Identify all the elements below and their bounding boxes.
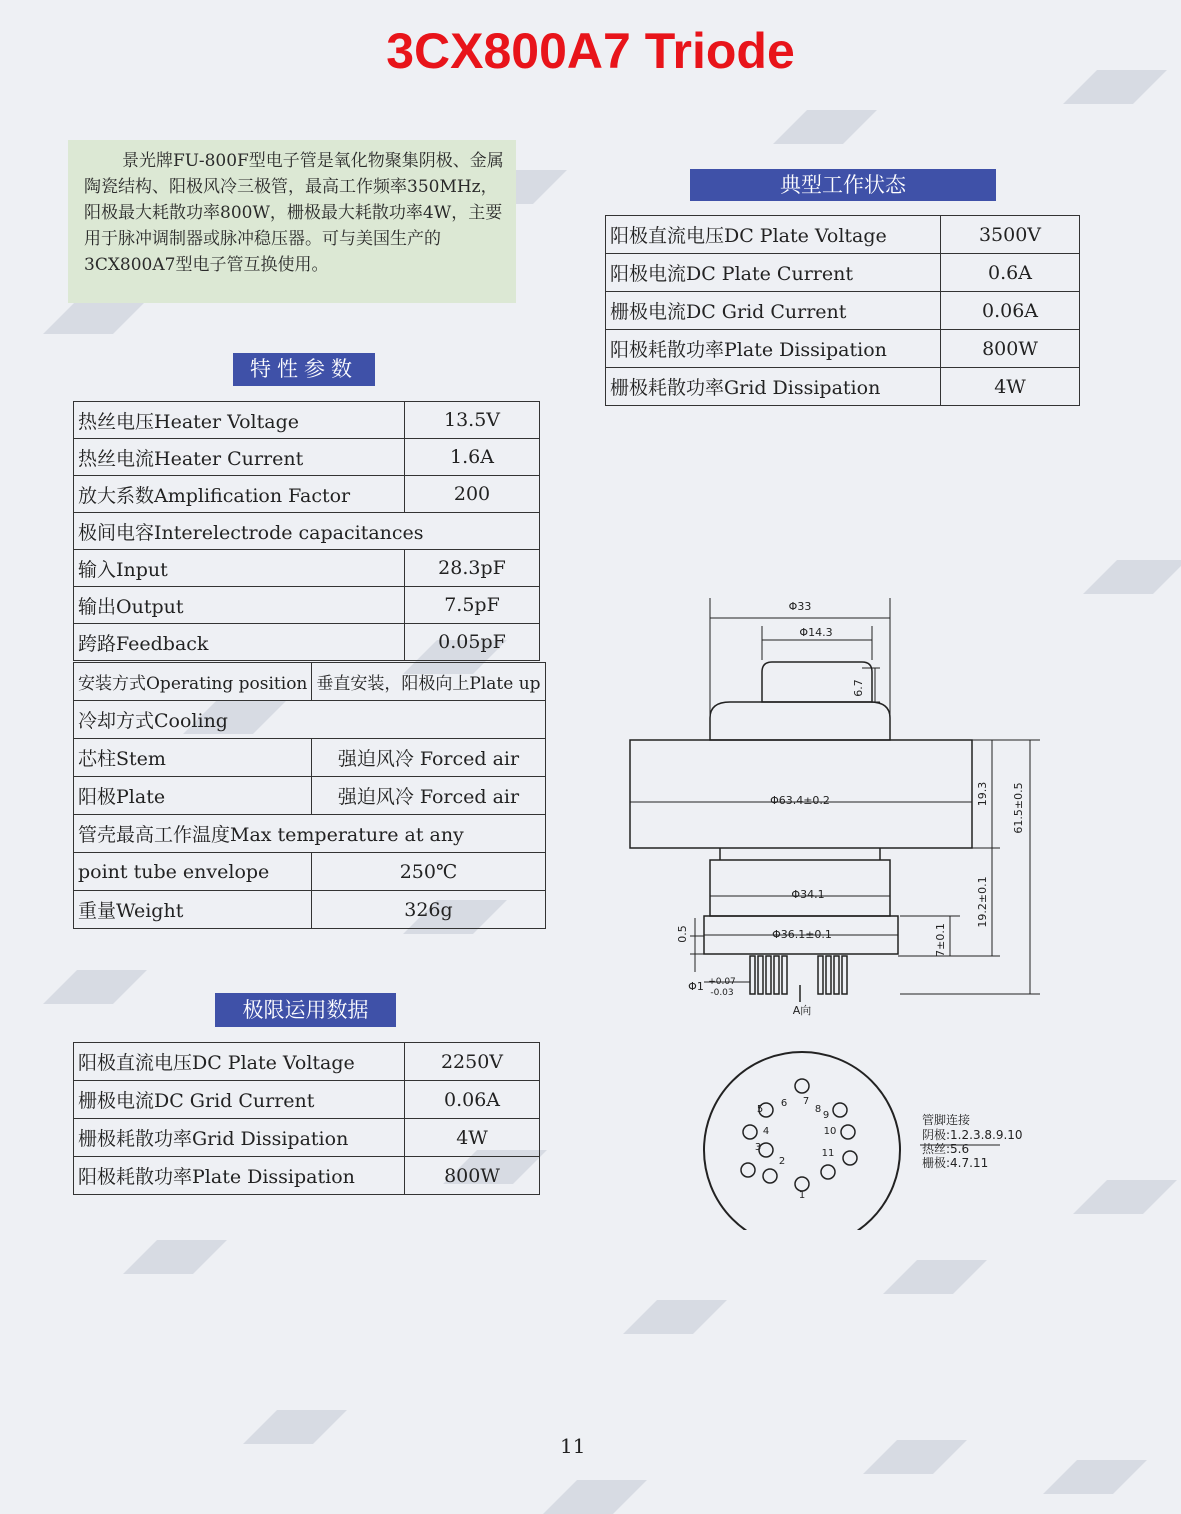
output-value: 7.5pF bbox=[405, 587, 540, 624]
typical-grid-current-label: 栅极电流DC Grid Current bbox=[606, 292, 941, 330]
heater-voltage-label: 热丝电压Heater Voltage bbox=[74, 402, 405, 439]
limit-plate-dissipation-value: 800W bbox=[405, 1157, 540, 1195]
pin-legend-heater: 热丝:5.6 bbox=[922, 1142, 970, 1156]
pin-number: 4 bbox=[762, 1126, 770, 1137]
dim-d33: Φ33 bbox=[788, 600, 812, 613]
table-row bbox=[74, 439, 540, 476]
limit-plate-voltage-value: 2250V bbox=[405, 1043, 540, 1081]
view-label: A向 bbox=[792, 1004, 812, 1017]
dim-h193: 19.3 bbox=[976, 781, 989, 807]
input-label: 输入Input bbox=[74, 550, 405, 587]
tube-shoulder bbox=[710, 702, 890, 740]
tube-pins bbox=[750, 956, 847, 994]
characteristics-table bbox=[73, 401, 540, 661]
pin-number: 2 bbox=[778, 1156, 786, 1167]
operating-position-label: 安装方式Operating position bbox=[74, 663, 312, 701]
pin-number: 9 bbox=[822, 1110, 830, 1121]
page-title: 3CX800A7 Triode bbox=[386, 23, 795, 79]
table-row bbox=[606, 292, 1080, 330]
typical-plate-current-label: 阳极电流DC Plate Current bbox=[606, 254, 941, 292]
tube-dimension-drawing bbox=[600, 590, 1080, 1230]
dim-h7: 7±0.1 bbox=[934, 923, 947, 957]
typical-heading: 典型工作状态 bbox=[690, 169, 996, 201]
table-row bbox=[606, 216, 1080, 254]
weight-value: 326g bbox=[312, 891, 545, 929]
pin-layout bbox=[741, 1079, 857, 1191]
typical-plate-voltage-label: 阳极直流电压DC Plate Voltage bbox=[606, 216, 941, 254]
operating-position-value: 垂直安装，阳极向上Plate up bbox=[312, 663, 545, 701]
limit-plate-dissipation-label: 阳极耗散功率Plate Dissipation bbox=[74, 1157, 405, 1195]
heater-voltage-value: 13.5V bbox=[405, 402, 540, 439]
pin-legend-title: 管脚连接 bbox=[922, 1113, 971, 1127]
typical-grid-current-value: 0.06A bbox=[941, 292, 1080, 330]
typical-grid-dissipation-label: 栅极耗散功率Grid Dissipation bbox=[606, 368, 941, 406]
table-row bbox=[74, 815, 546, 853]
table-row bbox=[74, 777, 546, 815]
table-row bbox=[74, 476, 540, 513]
page-number: 11 bbox=[560, 1434, 586, 1458]
typical-grid-dissipation-value: 4W bbox=[941, 368, 1080, 406]
amplification-label: 放大系数Amplification Factor bbox=[74, 476, 405, 513]
pin-number: 1 bbox=[798, 1190, 806, 1201]
table-row bbox=[74, 1157, 540, 1195]
dim-d341: Φ34.1 bbox=[791, 888, 825, 901]
table-row bbox=[74, 891, 546, 929]
table-row bbox=[74, 701, 546, 739]
dim-d634: Φ63.4±0.2 bbox=[770, 794, 830, 807]
feedback-value: 0.05pF bbox=[405, 624, 540, 661]
table-row bbox=[606, 254, 1080, 292]
plate-label: 阳极Plate bbox=[74, 777, 312, 815]
heater-current-value: 1.6A bbox=[405, 439, 540, 476]
dim-h05: 0.5 bbox=[676, 925, 689, 943]
table-row bbox=[74, 663, 546, 701]
input-value: 28.3pF bbox=[405, 550, 540, 587]
table-row bbox=[74, 587, 540, 624]
characteristics-table-lower bbox=[73, 662, 546, 929]
capacitances-label: 极间电容Interelectrode capacitances bbox=[74, 513, 540, 550]
pin-number: 11 bbox=[821, 1148, 835, 1159]
dim-d14: Φ14.3 bbox=[799, 626, 833, 639]
dim-pin-tol-plus: +0.07 bbox=[708, 977, 736, 987]
dim-pin-dia: Φ1 bbox=[688, 980, 704, 993]
heater-current-label: 热丝电流Heater Current bbox=[74, 439, 405, 476]
dim-h615: 61.5±0.5 bbox=[1012, 782, 1025, 834]
pin-number: 7 bbox=[802, 1096, 810, 1107]
pin-number: 10 bbox=[823, 1126, 837, 1137]
table-row bbox=[74, 550, 540, 587]
characteristics-heading: 特性参数 bbox=[233, 353, 375, 386]
envelope-label: point tube envelope bbox=[74, 853, 312, 891]
stem-label: 芯柱Stem bbox=[74, 739, 312, 777]
typical-plate-current-value: 0.6A bbox=[941, 254, 1080, 292]
limit-grid-dissipation-value: 4W bbox=[405, 1119, 540, 1157]
table-row bbox=[606, 368, 1080, 406]
stem-value: 强迫风冷 Forced air bbox=[312, 739, 545, 777]
plate-value: 强迫风冷 Forced air bbox=[312, 777, 545, 815]
weight-label: 重量Weight bbox=[74, 891, 312, 929]
limit-grid-current-value: 0.06A bbox=[405, 1081, 540, 1119]
dim-pin-tol-minus: -0.03 bbox=[710, 988, 734, 998]
pin-legend-cathode: 阴极:1.2.3.8.9.10 bbox=[922, 1128, 1023, 1142]
limit-grid-current-label: 栅极电流DC Grid Current bbox=[74, 1081, 405, 1119]
table-row bbox=[74, 624, 540, 661]
table-row bbox=[74, 513, 540, 550]
typical-table bbox=[605, 215, 1080, 406]
table-row bbox=[74, 1119, 540, 1157]
intro-text: 景光牌FU-800F型电子管是氧化物聚集阴极、金属陶瓷结构、阳极风冷三极管，最高工作频率350MHz，阳极最大耗散功率800W，栅极最大耗散功率4W，主要用于脉冲调制器或脉冲稳压器。可与美国生产的3CX800A7型电子管互换使用。 bbox=[84, 151, 504, 275]
amplification-value: 200 bbox=[405, 476, 540, 513]
typical-plate-voltage-value: 3500V bbox=[941, 216, 1080, 254]
max-temperature-label: 管壳最高工作温度Max temperature at any bbox=[74, 815, 546, 853]
pin-number: 6 bbox=[780, 1098, 788, 1109]
pin-number: 5 bbox=[756, 1104, 764, 1115]
dim-h67: 6.7 bbox=[852, 679, 865, 697]
typical-plate-dissipation-value: 800W bbox=[941, 330, 1080, 368]
table-row bbox=[74, 402, 540, 439]
table-row bbox=[74, 853, 546, 891]
intro-box bbox=[68, 140, 516, 303]
pin-number: 3 bbox=[754, 1142, 762, 1153]
dim-d361: Φ36.1±0.1 bbox=[772, 928, 832, 941]
cooling-label: 冷却方式Cooling bbox=[74, 701, 546, 739]
feedback-label: 跨路Feedback bbox=[74, 624, 405, 661]
pin-number: 8 bbox=[814, 1104, 822, 1115]
table-row bbox=[74, 739, 546, 777]
dim-h192: 19.2±0.1 bbox=[976, 876, 989, 928]
limit-plate-voltage-label: 阳极直流电压DC Plate Voltage bbox=[74, 1043, 405, 1081]
table-row bbox=[606, 330, 1080, 368]
limit-grid-dissipation-label: 栅极耗散功率Grid Dissipation bbox=[74, 1119, 405, 1157]
output-label: 输出Output bbox=[74, 587, 405, 624]
limits-heading: 极限运用数据 bbox=[215, 993, 396, 1027]
limits-table bbox=[73, 1042, 540, 1195]
typical-plate-dissipation-label: 阳极耗散功率Plate Dissipation bbox=[606, 330, 941, 368]
table-row bbox=[74, 1081, 540, 1119]
table-row bbox=[74, 1043, 540, 1081]
pin-legend-grid: 栅极:4.7.11 bbox=[922, 1156, 989, 1170]
envelope-value: 250℃ bbox=[312, 853, 545, 891]
